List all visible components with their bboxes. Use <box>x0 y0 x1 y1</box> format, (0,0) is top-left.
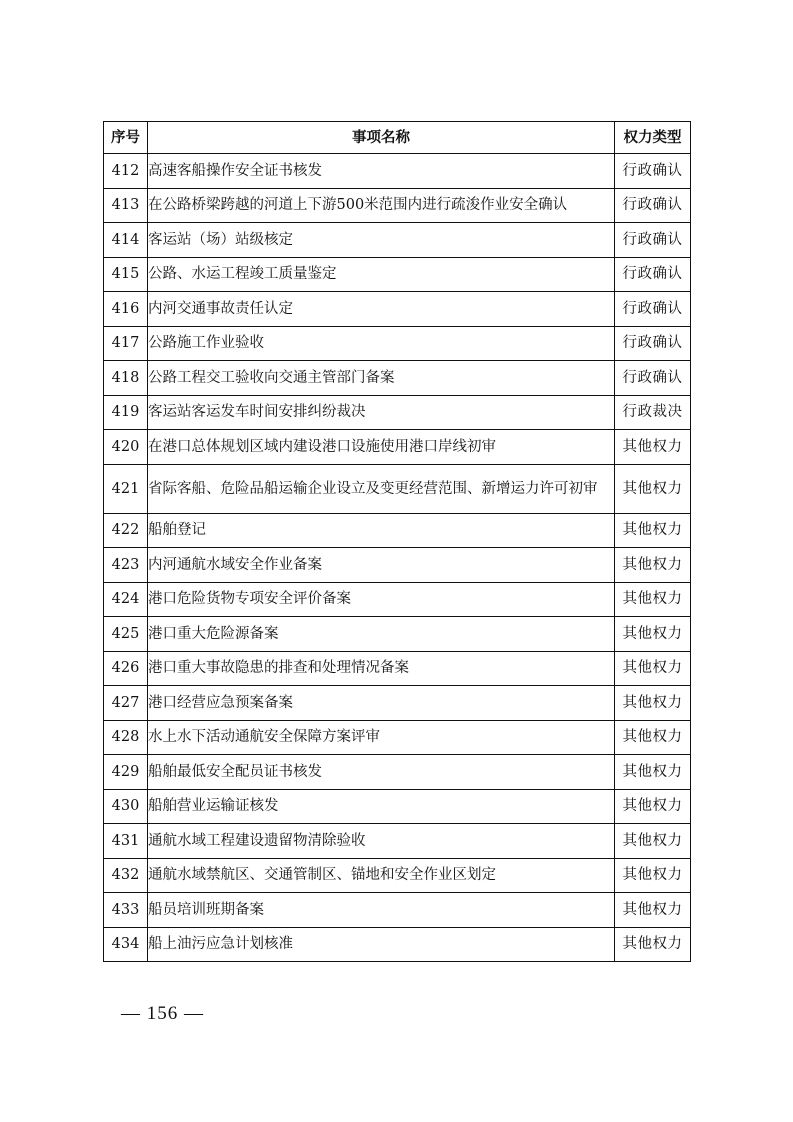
table-body <box>104 154 691 962</box>
table-row <box>104 326 691 361</box>
item-name: 公路、水运工程竣工质量鉴定 <box>148 257 615 292</box>
power-type: 行政裁决 <box>615 395 691 430</box>
power-type: 其他权力 <box>615 430 691 465</box>
table-row <box>104 893 691 928</box>
row-number: 424 <box>104 582 148 617</box>
power-type: 行政确认 <box>615 257 691 292</box>
page-number: — 156 — <box>121 1003 204 1024</box>
power-type: 其他权力 <box>615 651 691 686</box>
power-list-table <box>103 121 691 962</box>
table-row <box>104 789 691 824</box>
power-type: 行政确认 <box>615 292 691 327</box>
row-number: 421 <box>104 464 148 513</box>
row-number: 419 <box>104 395 148 430</box>
row-number: 420 <box>104 430 148 465</box>
item-name: 省际客船、危险品船运输企业设立及变更经营范围、新增运力许可初审 <box>148 464 615 513</box>
row-number: 429 <box>104 755 148 790</box>
row-number: 416 <box>104 292 148 327</box>
row-number: 414 <box>104 223 148 258</box>
table-row <box>104 617 691 652</box>
power-type: 行政确认 <box>615 188 691 223</box>
item-name: 高速客船操作安全证书核发 <box>148 154 615 189</box>
row-number: 434 <box>104 927 148 962</box>
row-number: 427 <box>104 686 148 721</box>
power-type: 行政确认 <box>615 223 691 258</box>
table-row <box>104 154 691 189</box>
item-name: 船舶营业运输证核发 <box>148 789 615 824</box>
item-name: 港口危险货物专项安全评价备案 <box>148 582 615 617</box>
table-row <box>104 548 691 583</box>
table-row <box>104 257 691 292</box>
table-row <box>104 858 691 893</box>
table-row <box>104 430 691 465</box>
row-number: 425 <box>104 617 148 652</box>
row-number: 423 <box>104 548 148 583</box>
header-item-name: 事项名称 <box>148 122 615 154</box>
table-row <box>104 824 691 859</box>
table-row <box>104 395 691 430</box>
item-name: 港口经营应急预案备案 <box>148 686 615 721</box>
item-name: 港口重大危险源备案 <box>148 617 615 652</box>
power-type: 其他权力 <box>615 789 691 824</box>
item-name: 公路施工作业验收 <box>148 326 615 361</box>
row-number: 428 <box>104 720 148 755</box>
row-number: 415 <box>104 257 148 292</box>
table-row <box>104 292 691 327</box>
table-row <box>104 720 691 755</box>
table-row <box>104 188 691 223</box>
table-row <box>104 582 691 617</box>
item-name: 船舶最低安全配员证书核发 <box>148 755 615 790</box>
item-name: 内河交通事故责任认定 <box>148 292 615 327</box>
header-number: 序号 <box>104 122 148 154</box>
item-name: 水上水下活动通航安全保障方案评审 <box>148 720 615 755</box>
table-row <box>104 755 691 790</box>
row-number: 433 <box>104 893 148 928</box>
item-name: 船上油污应急计划核准 <box>148 927 615 962</box>
row-number: 430 <box>104 789 148 824</box>
table-row <box>104 464 691 513</box>
table-header-row <box>104 122 691 154</box>
item-name: 通航水域工程建设遗留物清除验收 <box>148 824 615 859</box>
row-number: 426 <box>104 651 148 686</box>
item-name: 在公路桥梁跨越的河道上下游500米范围内进行疏浚作业安全确认 <box>148 188 615 223</box>
power-type: 行政确认 <box>615 361 691 396</box>
row-number: 431 <box>104 824 148 859</box>
row-number: 432 <box>104 858 148 893</box>
power-type: 其他权力 <box>615 720 691 755</box>
table-row <box>104 651 691 686</box>
table-row <box>104 927 691 962</box>
item-name: 内河通航水域安全作业备案 <box>148 548 615 583</box>
power-type: 其他权力 <box>615 755 691 790</box>
row-number: 422 <box>104 513 148 548</box>
power-type: 其他权力 <box>615 686 691 721</box>
row-number: 412 <box>104 154 148 189</box>
item-name: 在港口总体规划区域内建设港口设施使用港口岸线初审 <box>148 430 615 465</box>
power-type: 其他权力 <box>615 893 691 928</box>
table-row <box>104 361 691 396</box>
power-type: 行政确认 <box>615 154 691 189</box>
item-name: 客运站客运发车时间安排纠纷裁决 <box>148 395 615 430</box>
table-row <box>104 223 691 258</box>
power-type: 其他权力 <box>615 582 691 617</box>
item-name: 通航水域禁航区、交通管制区、锚地和安全作业区划定 <box>148 858 615 893</box>
row-number: 413 <box>104 188 148 223</box>
item-name: 港口重大事故隐患的排查和处理情况备案 <box>148 651 615 686</box>
row-number: 418 <box>104 361 148 396</box>
power-type: 其他权力 <box>615 858 691 893</box>
power-type: 其他权力 <box>615 548 691 583</box>
item-name: 船员培训班期备案 <box>148 893 615 928</box>
table-row <box>104 513 691 548</box>
power-type: 其他权力 <box>615 464 691 513</box>
power-type: 其他权力 <box>615 513 691 548</box>
header-power-type: 权力类型 <box>615 122 691 154</box>
item-name: 客运站（场）站级核定 <box>148 223 615 258</box>
table-row <box>104 686 691 721</box>
item-name: 船舶登记 <box>148 513 615 548</box>
item-name: 公路工程交工验收向交通主管部门备案 <box>148 361 615 396</box>
power-type: 其他权力 <box>615 824 691 859</box>
power-type: 其他权力 <box>615 927 691 962</box>
row-number: 417 <box>104 326 148 361</box>
power-type: 行政确认 <box>615 326 691 361</box>
power-type: 其他权力 <box>615 617 691 652</box>
